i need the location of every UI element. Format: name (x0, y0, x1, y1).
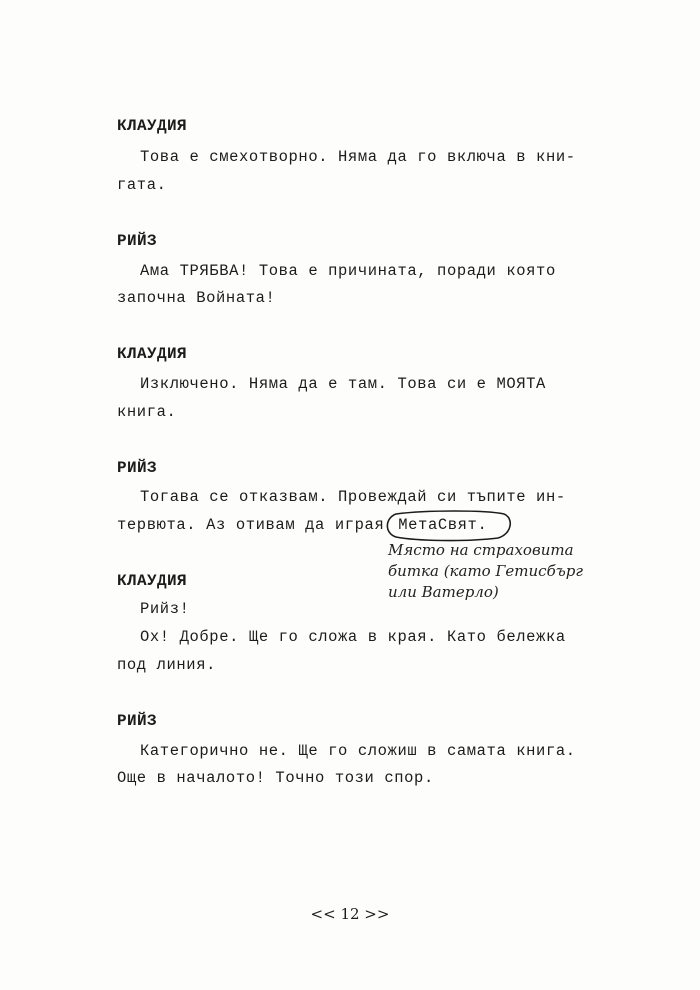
dialogue-line: Тогава се отказвам. Провеждай си тъпите ин- (140, 488, 566, 506)
handwritten-margin-note (388, 540, 583, 603)
dialogue-line: започна Войната! (117, 289, 276, 307)
hand-drawn-circle (386, 508, 516, 544)
speaker-name: РИЙЗ (117, 232, 158, 250)
note-line: или Ватерло) (388, 583, 499, 601)
dialogue-line (117, 516, 491, 534)
dialogue-line: книга. (117, 403, 177, 421)
dialogue-line: Изключено. Няма да е там. Това си е МОЯТА (140, 375, 546, 393)
dialogue-line: Категорично не. Ще го сложиш в самата книга. (140, 742, 576, 760)
dialogue-line: Това е смехотворно. Няма да го включа в кни- (140, 148, 576, 166)
speaker-name: КЛАУДИЯ (117, 345, 188, 363)
dialogue-line: под линия. (117, 656, 217, 674)
dialogue-line: гата. (117, 176, 167, 194)
circled-word (394, 516, 491, 534)
dialogue-line: Рийз! (140, 600, 190, 618)
page-number: << 12 >> (310, 905, 390, 923)
note-line: Място на страховита (388, 541, 574, 559)
speaker-name: КЛАУДИЯ (117, 572, 188, 590)
note-line: битка (като Гетисбърг (388, 562, 583, 580)
dialogue-line: Ох! Добре. Ще го сложа в края. Като бележка (140, 628, 566, 646)
speaker-name: РИЙЗ (117, 459, 158, 477)
circled-text: МетаСвят. (398, 516, 488, 534)
dialogue-line: Още в началото! Точно този спор. (117, 769, 434, 787)
dialogue-line: Ама ТРЯБВА! Това е причината, поради която (140, 262, 556, 280)
dialogue-text: тервюта. Аз отивам да играя (117, 516, 385, 534)
speaker-name: КЛАУДИЯ (117, 117, 188, 135)
speaker-name: РИЙЗ (117, 712, 158, 730)
